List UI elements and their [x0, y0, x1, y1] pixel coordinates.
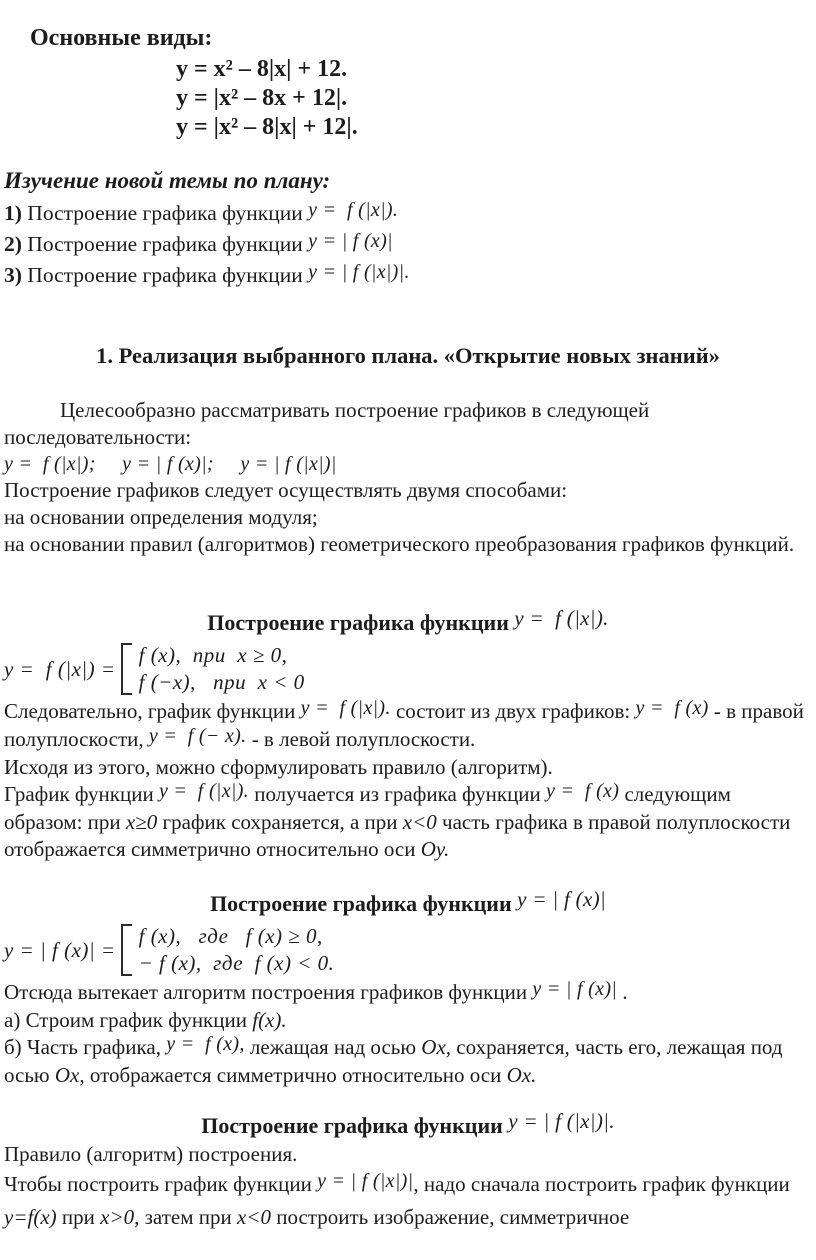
graph3-heading	[4, 1111, 812, 1141]
graph1-heading	[4, 608, 812, 638]
left-bracket	[121, 924, 132, 976]
section-heading: 1. Реализация выбранного плана. «Открытие новых знаний»	[96, 343, 720, 368]
item-text: Построение графика функции	[27, 263, 303, 287]
paragraph: Исходя из этого, можно сформулировать правило (алгоритм).	[4, 755, 553, 779]
piecewise-formula-1	[4, 642, 812, 696]
item-number: 2)	[4, 232, 22, 256]
text-run: .	[617, 980, 628, 1004]
case-line-1: f (x), при x ≥ 0,	[138, 643, 288, 667]
paragraph	[4, 781, 812, 863]
heading-formula: y = f (|x|).	[514, 606, 609, 630]
paragraph	[4, 979, 812, 1007]
italic-run: Oy.	[420, 837, 450, 861]
item-text: Построение графика функции	[27, 201, 303, 225]
italic-run: x<0	[236, 1205, 271, 1229]
text-run: б) Часть графика,	[4, 1035, 167, 1059]
plan-item-2	[4, 229, 812, 260]
item-formula: y = | f (|x|)|.	[308, 261, 410, 283]
case-lines	[139, 923, 335, 977]
paragraph	[4, 698, 812, 754]
heading-text: Построение графика функции	[210, 891, 512, 916]
text-run: состоит из двух графиков:	[390, 699, 636, 723]
italic-run: f(x).	[252, 1008, 287, 1032]
text-run: , затем при	[134, 1205, 237, 1229]
paragraph	[4, 1168, 812, 1233]
intro-equations	[176, 55, 812, 142]
paragraph: Построение графиков следует осуществлять двумя способами:	[4, 478, 568, 502]
italic-run: y=f(x)	[4, 1205, 57, 1229]
text-run: построить изображение, симметричное	[270, 1205, 630, 1229]
text-run: , отображается симметрично относительно оси	[79, 1063, 507, 1087]
text-run: Отсюда вытекает алгоритм построения графиков функции	[4, 980, 533, 1004]
equation-2: y = |x² – 8x + 12|.	[176, 85, 348, 111]
text-run: при	[56, 1205, 101, 1229]
italic-run: x≥0	[125, 810, 158, 834]
paragraph: Правило (алгоритм) построения.	[4, 1142, 298, 1166]
text-run: Чтобы построить график функции	[4, 1172, 318, 1196]
item-formula: y = f (|x|).	[308, 199, 399, 221]
item-text: Построение графика функции	[27, 232, 303, 256]
intro-heading: Основные виды:	[30, 25, 213, 51]
plan-heading: Изучение новой темы по плану:	[4, 168, 331, 193]
text-run: Следовательно, график функции	[4, 699, 301, 723]
sequence-block	[4, 397, 812, 558]
text-run: График функции	[4, 782, 159, 806]
text-run: получается из графика функции	[248, 782, 547, 806]
formula-lead: y = f (|x|) =	[4, 656, 116, 681]
piecewise-formula-2	[4, 923, 812, 977]
text-run: лежащая над осью	[244, 1035, 422, 1059]
inline-formula: y = f (|x|).	[158, 780, 249, 802]
graph2-heading	[4, 889, 812, 919]
formula-lead: y = | f (x)| =	[4, 937, 116, 962]
paragraph: на основании определения модуля;	[4, 505, 318, 529]
paragraph	[4, 1007, 812, 1034]
item-number: 1)	[4, 201, 22, 225]
equation-1: y = x² – 8|x| + 12.	[176, 56, 348, 82]
heading-text: Построение графика функции	[207, 610, 509, 635]
text-run: график сохраняется, а при	[157, 810, 403, 834]
plan-item-3	[4, 260, 812, 291]
italic-run: Ox,	[421, 1035, 452, 1059]
item-number: 3)	[4, 263, 22, 287]
inline-formula: y = | f (|x|)|	[317, 1170, 414, 1192]
text-run: - в правой полуплоскости,	[4, 699, 804, 751]
italic-run: Ox	[54, 1063, 80, 1087]
text-run: , надо сначала построить график функции	[413, 1172, 790, 1196]
heading-text: Построение графика функции	[201, 1113, 503, 1138]
sequence-formulas: y = f (|x|); y = | f (x)|; y = | f (|x|)|	[4, 453, 337, 475]
text-run: часть графика в правой полуплоскости отображается симметрично относительно оси	[4, 810, 791, 861]
equation-3: y = |x² – 8|x| + 12|.	[176, 114, 358, 140]
heading-formula: y = | f (x)|	[517, 887, 606, 911]
paragraph: Целесообразно рассматривать построение графиков в следующей последовательности:	[4, 398, 650, 449]
text-run: а) Строим график функции	[4, 1008, 253, 1032]
text-run: - в левой полуплоскости.	[246, 727, 476, 751]
case-lines	[139, 642, 305, 696]
item-formula: y = | f (x)|	[308, 230, 393, 252]
italic-run: x<0	[402, 810, 437, 834]
case-line-2: f (−x), при x < 0	[138, 670, 305, 694]
text-run: сохраняется, часть его, лежащая под осью	[4, 1035, 783, 1087]
italic-run: Ox.	[506, 1063, 537, 1087]
inline-formula: y = f (− x).	[148, 725, 247, 747]
heading-formula: y = | f (|x|)|.	[508, 1109, 615, 1133]
inline-formula: y = f (x),	[166, 1033, 245, 1055]
inline-formula: y = f (x)	[635, 697, 709, 719]
paragraph	[4, 1034, 812, 1089]
inline-formula: y = | f (x)|	[532, 978, 618, 1000]
inline-formula: y = f (|x|).	[300, 697, 391, 719]
italic-run: x>0	[100, 1205, 135, 1229]
paragraph: на основании правил (алгоритмов) геометрического преобразования графиков функций.	[4, 532, 795, 556]
inline-formula: y = f (x)	[546, 780, 620, 802]
text-run: следующим образом: при	[4, 782, 731, 834]
plan-item-1	[4, 198, 812, 229]
case-line-1: f (x), где f (x) ≥ 0,	[138, 924, 323, 948]
left-bracket	[121, 643, 132, 695]
case-line-2: − f (x), где f (x) < 0.	[138, 951, 335, 975]
